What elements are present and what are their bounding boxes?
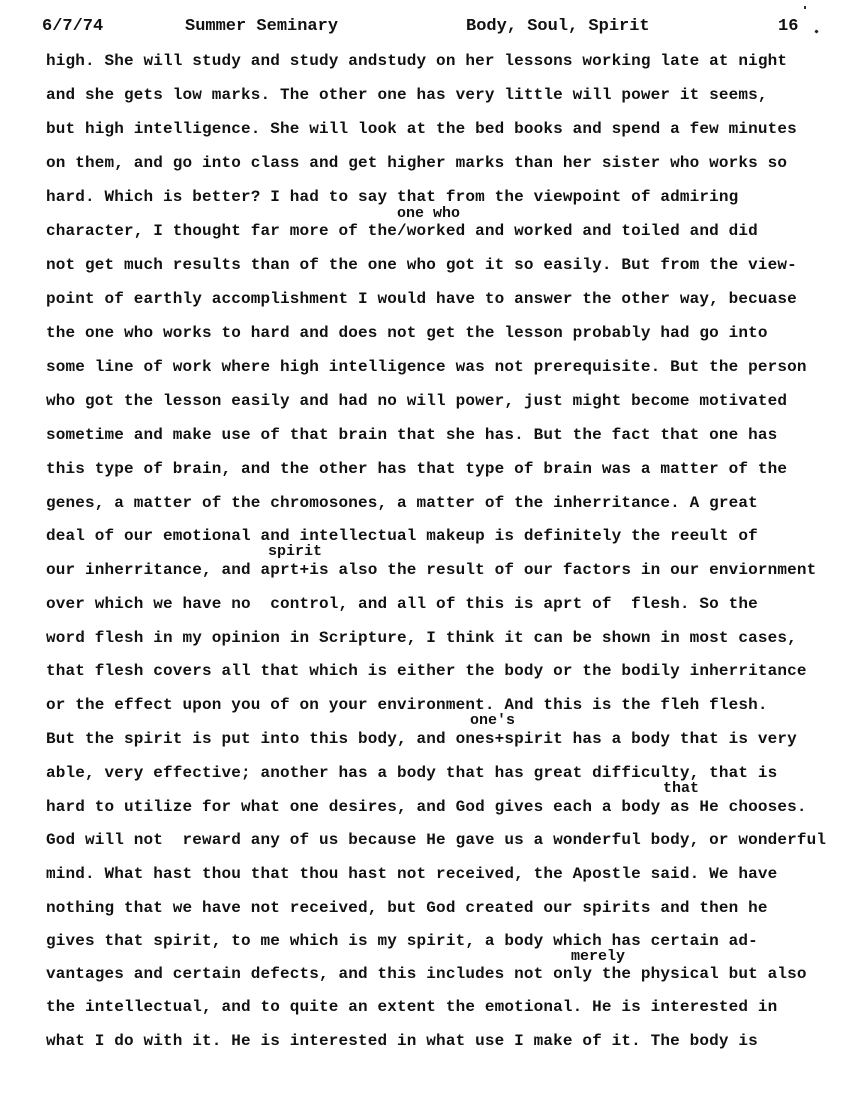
text-line: that flesh covers all that which is either the body or the bodily inherritance: [46, 662, 807, 680]
text-line: on them, and go into class and get higher marks than her sister who works so: [46, 154, 788, 172]
text-line: not get much results than of the one who got it so easily. But from the view-: [46, 256, 797, 274]
text-line: our inherritance, and aprt+is also the result of our factors in our enviornment: [46, 561, 817, 579]
interlinear-insertion: one's: [470, 712, 516, 729]
scan-speck: [814, 29, 818, 33]
text-line: hard to utilize for what one desires, and God gives each a body as He chooses.: [46, 798, 807, 816]
text-line: or the effect upon you of on your environment. And this is the fleh flesh.: [46, 696, 768, 714]
text-line: point of earthly accomplishment I would have to answer the other way, becuase: [46, 290, 797, 308]
text-line: gives that spirit, to me which is my spirit, a body which has certain ad-: [46, 932, 758, 950]
text-line: hard. Which is better? I had to say that from the viewpoint of admiring: [46, 188, 739, 206]
text-line: what I do with it. He is interested in what use I make of it. The body is: [46, 1032, 758, 1050]
text-line: this type of brain, and the other has that type of brain was a matter of the: [46, 460, 788, 478]
interlinear-insertion: spirit: [268, 543, 323, 560]
text-line: some line of work where high intelligence was not prerequisite. But the person: [46, 358, 807, 376]
text-line: able, very effective; another has a body that has great difficulty, that is: [46, 764, 778, 782]
text-line: high. She will study and study andstudy on her lessons working late at night: [46, 52, 788, 70]
header-title: Body, Soul, Spirit: [466, 17, 650, 36]
text-line: God will not reward any of us because He gave us a wonderful body, or wonderful: [46, 831, 827, 849]
text-line: deal of our emotional and intellectual makeup is definitely the reeult of: [46, 527, 758, 545]
header-series: Summer Seminary: [185, 17, 339, 36]
text-line: who got the lesson easily and had no will power, just might become motivated: [46, 392, 788, 410]
text-line: the intellectual, and to quite an extent the emotional. He is interested in: [46, 998, 778, 1016]
text-line: but high intelligence. She will look at the bed books and spend a few minutes: [46, 120, 797, 138]
text-line: vantages and certain defects, and this includes not only the physical but also: [46, 965, 807, 983]
text-line: But the spirit is put into this body, and ones+spirit has a body that is very: [46, 730, 797, 748]
text-line: the one who works to hard and does not get the lesson probably had go into: [46, 324, 768, 342]
page-number: 16: [778, 17, 799, 36]
interlinear-insertion: merely: [571, 948, 626, 965]
text-line: mind. What hast thou that thou hast not received, the Apostle said. We have: [46, 865, 778, 883]
text-line: and she gets low marks. The other one has very little will power it seems,: [46, 86, 768, 104]
text-line: nothing that we have not received, but God created our spirits and then he: [46, 899, 768, 917]
interlinear-insertion: that: [663, 780, 700, 797]
text-line: character, I thought far more of the/worked and worked and toiled and did: [46, 222, 758, 240]
text-line: word flesh in my opinion in Scripture, I think it can be shown in most cases,: [46, 629, 797, 647]
header-date: 6/7/74: [42, 17, 104, 36]
interlinear-insertion: one who: [397, 205, 461, 222]
text-line: over which we have no control, and all of this is aprt of flesh. So the: [46, 595, 758, 613]
scan-speck: [804, 6, 806, 9]
text-line: genes, a matter of the chromosones, a matter of the inherritance. A great: [46, 494, 758, 512]
text-line: sometime and make use of that brain that she has. But the fact that one has: [46, 426, 778, 444]
